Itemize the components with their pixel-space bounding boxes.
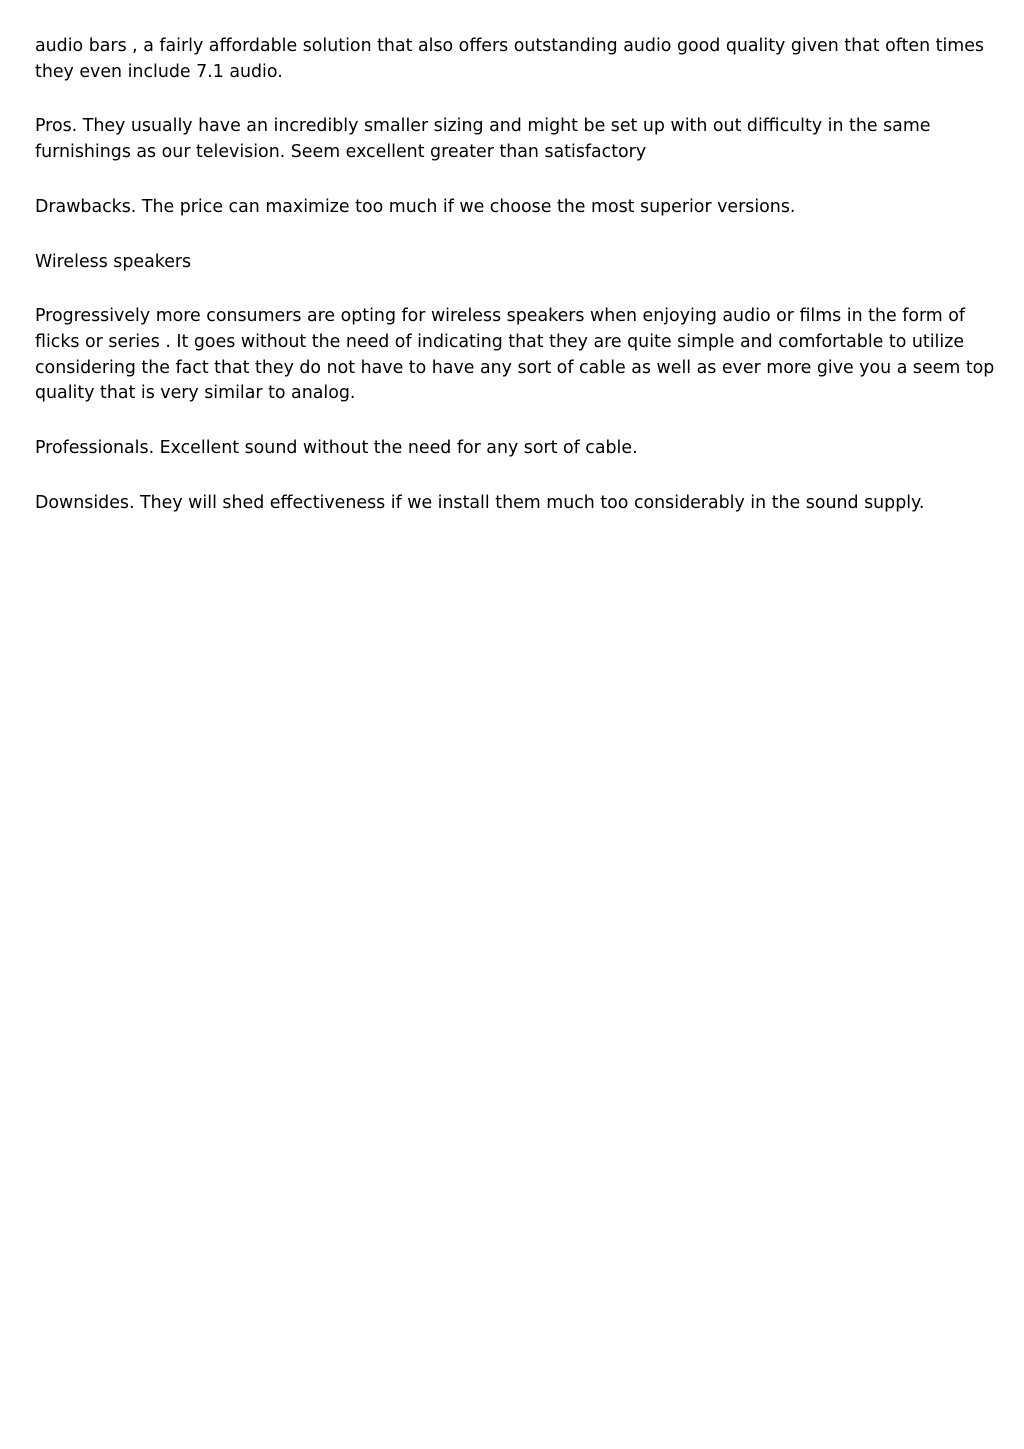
paragraph-wireless-downsides: Downsides. They will shed effectiveness if we install them much too considerably in the sound supply. bbox=[35, 492, 925, 513]
paragraph-wireless-pros: Professionals. Excellent sound without the need for any sort of cable. bbox=[35, 438, 638, 459]
paragraph-sound-bars-pros: Pros. They usually have an incredibly smaller sizing and might be set up with out difficulty in the same furnishings as our television. Seem excellent greater than satisfactory bbox=[35, 116, 931, 163]
section-heading-wireless-speakers: Wireless speakers bbox=[35, 251, 192, 272]
paragraph-wireless-intro: Progressively more consumers are opting for wireless speakers when enjoying audio or films in the form of flicks or series . It goes without the need of indicating that they are quite simple and comfortable to utilize considering the fact that they do not have to have any sort of cable as well as ever more give you a seem top quality that is very similar to analog. bbox=[35, 306, 995, 404]
paragraph-sound-bars-intro: audio bars , a fairly affordable solution that also offers outstanding audio good quality given that often times they even include 7.1 audio. bbox=[35, 36, 984, 82]
document-page bbox=[35, 34, 1000, 545]
paragraph-sound-bars-drawbacks: Drawbacks. The price can maximize too much if we choose the most superior versions. bbox=[35, 196, 796, 217]
